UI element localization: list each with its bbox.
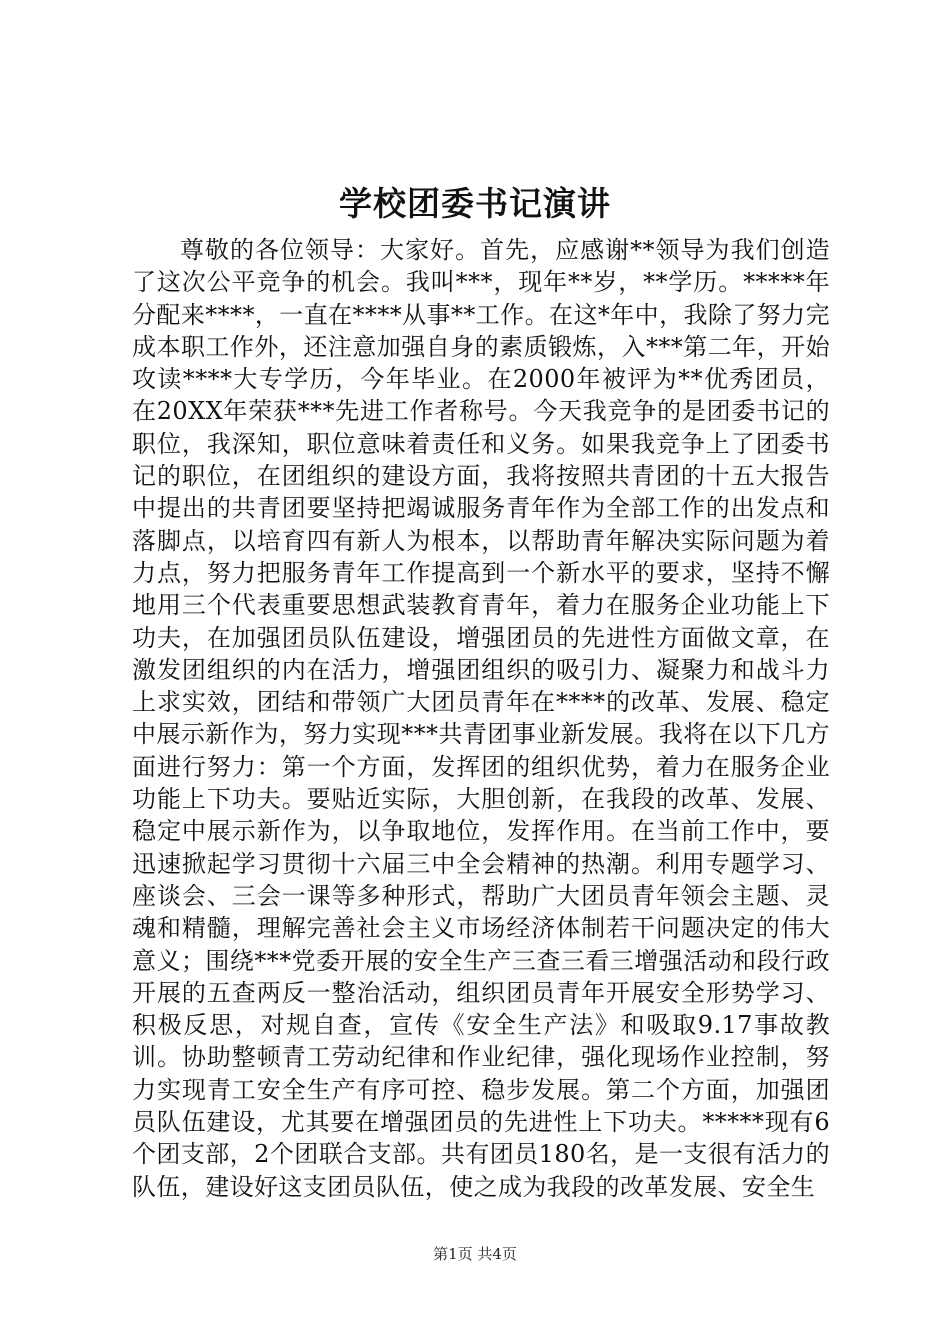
document-title: 学校团委书记演讲 xyxy=(339,184,611,223)
document-body-text: 尊敬的各位领导：大家好。首先，应感谢**领导为我们创造了这次公平竞争的机会。我叫***，现年**岁，**学历。*****年分配来****，一直在****从事**工作。在这*年中，我除了努力完成本职工作外，还注意加强自身的素质锻炼，入***第二年，开始攻读****大专学历，今年毕业。在2000年被评为**优秀团员，在20XX年荣获***先进工作者称号。今天我竞争的是团委书记的职位，我深知，职位意味着责任和义务。如果我竞争上了团委书记的职位，在团组织的建设方面，我将按照共青团的十五大报告中提出的共青团要坚持把竭诚服务青年作为全部工作的出发点和落脚点，以培育四有新人为根本，以帮助青年解决实际问题为着力点，努力把服务青年工作提高到一个新水平的要求，坚持不懈地用三个代表重要思想武装教育青年，着力在服务企业功能上下功夫，在加强团员队伍建设，增强团员的先进性方面做文章，在激发团组织的内在活力，增强团组织的吸引力、凝聚力和战斗力上求实效，团结和带领广大团员青年在****的改革、发展、稳定中展示新作为，努力实现***共青团事业新发展。我将在以下几方面进行努力：第一个方面，发挥团的组织优势，着力在服务企业功能上下功夫。要贴近实际，大胆创新，在我段的改革、发展、稳定中展示新作为，以争取地位，发挥作用。在当前工作中，要迅速掀起学习贯彻十六届三中全会精神的热潮。利用专题学习、座谈会、三会一课等多种形式，帮助广大团员青年领会主题、灵魂和精髓，理解完善社会主义市场经济体制若干问题决定的伟大意义；围绕***党委开展的安全生产三查三看三增强活动和段行政开展的五查两反一整治活动，组织团员青年开展安全形势学习、积极反思，对规自查，宣传《安全生产法》和吸取9.17事故教训。协助整顿青工劳动纪律和作业纪律，强化现场作业控制，努力实现青工安全生产有序可控、稳步发展。第二个方面，加强团员队伍建设，尤其要在增强团员的先进性上下功夫。*****现有6个团支部，2个团联合支部。共有团员180名，是一支很有活力的队伍，建设好这支团员队伍，使之成为我段的改革发展、安全生 xyxy=(132,236,830,1201)
page-number-footer: 第1页 共4页 xyxy=(433,1245,517,1263)
